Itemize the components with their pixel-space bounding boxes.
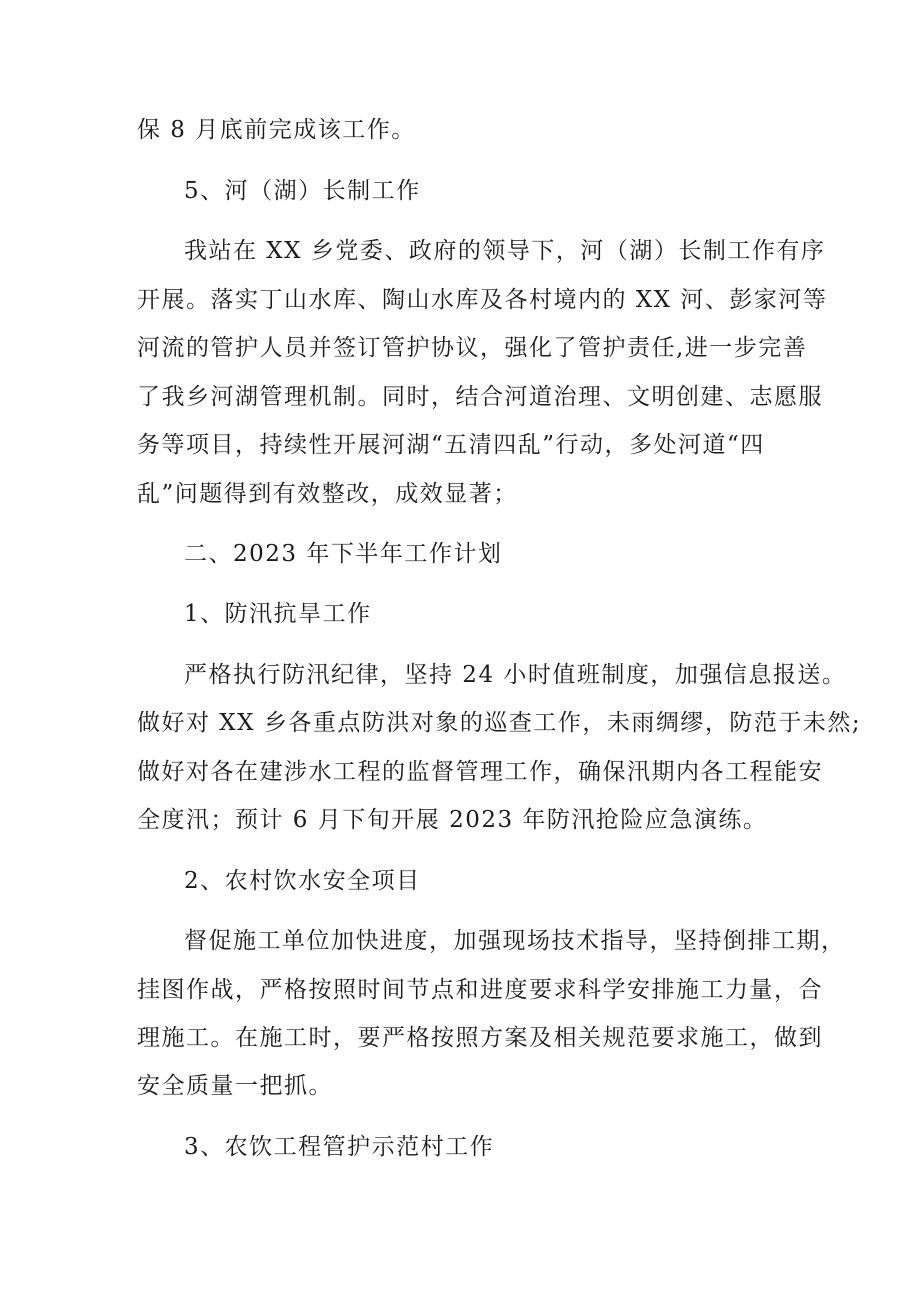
paragraph-line: 做好对 XX 乡各重点防洪对象的巡查工作，未雨绸缪，防范于未然; (137, 710, 862, 736)
paragraph-line: 乱”问题得到有效整改，成效显著； (137, 481, 518, 507)
section-heading: 5、河（湖）长制工作 (184, 178, 421, 204)
paragraph-line: 了我乡河湖管理机制。同时，结合河道治理、文明创建、志愿服 (137, 384, 823, 410)
paragraph-line: 挂图作战，严格按照时间节点和进度要求科学安排施工力量，合 (137, 977, 823, 1003)
paragraph-line: 全度汛；预计 6 月下旬开展 2023 年防汛抢险应急演练。 (137, 807, 768, 833)
section-heading: 二、2023 年下半年工作计划 (184, 541, 503, 567)
paragraph-line: 务等项目，持续性开展河湖“五清四乱”行动，多处河道“四 (137, 432, 765, 458)
paragraph-line: 做好对各在建涉水工程的监督管理工作，确保汛期内各工程能安 (137, 759, 823, 785)
paragraph-line: 安全质量一把抓。 (137, 1073, 333, 1099)
paragraph-line: 保 8 月底前完成该工作。 (137, 117, 416, 143)
paragraph-line: 督促施工单位加快进度，加强现场技术指导，坚持倒排工期， (184, 928, 846, 954)
paragraph-line: 理施工。在施工时，要严格按照方案及相关规范要求施工，做到 (137, 1025, 823, 1051)
section-heading: 2、农村饮水安全项目 (184, 868, 421, 894)
paragraph-line: 开展。落实丁山水库、陶山水库及各村境内的 XX 河、彭家河等 (137, 287, 828, 313)
section-heading: 3、农饮工程管护示范村工作 (184, 1134, 495, 1160)
section-heading: 1、防汛抗旱工作 (184, 601, 372, 627)
paragraph-line: 河流的管护人员并签订管护协议，强化了管护责任,进一步完善 (137, 335, 808, 361)
paragraph-line: 严格执行防汛纪律，坚持 24 小时值班制度，加强信息报送。 (184, 662, 847, 688)
paragraph-line: 我站在 XX 乡党委、政府的领导下，河（湖）长制工作有序 (184, 238, 826, 264)
